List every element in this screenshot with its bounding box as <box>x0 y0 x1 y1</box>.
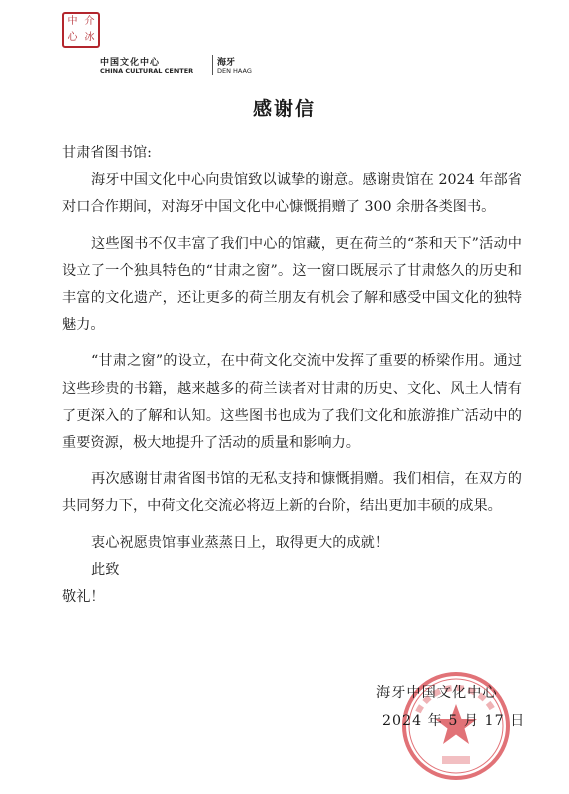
salutation: 甘肃省图书馆: <box>62 145 152 161</box>
closing-phrase: 此致 <box>91 561 120 578</box>
logo-char: 冰 <box>84 32 95 43</box>
org-name-english: CHINA CULTURAL CENTER <box>100 67 194 75</box>
body-paragraph: 这些图书不仅丰富了我们中心的馆藏，更在荷兰的“茶和天下”活动中设立了一个独具特色的“甘肃之窗”。这一窗口既展示了甘肃悠久的历史和丰富的文化遗产，还让更多的荷兰朋友有机会了解和感受中国文化的独特魅力。 <box>62 235 522 334</box>
body-paragraph: 海牙中国文化中心向贵馆致以诚挚的谢意。感谢贵馆在 2024 年部省对口合作期间，对海牙中国文化中心慷慨捐赠了 300 余册各类图书。 <box>62 172 522 216</box>
body-paragraph: “甘肃之窗”的设立，在中荷文化交流中发挥了重要的桥梁作用。通过这些珍贵的书籍，越来越多的荷兰读者对甘肃的历史、文化、风土人情有了更深入的了解和认知。这些图书也成为了我们文化和旅游推广活动中的重要资源，极大地提升了活动的质量和影响力。 <box>62 353 522 452</box>
org-name-chinese: 中国文化中心 <box>100 58 161 68</box>
wishes-line: 衷心祝愿贵馆事业蒸蒸日上，取得更大的成就！ <box>91 534 389 551</box>
logo-char: 中 <box>67 16 78 27</box>
logo-char: 心 <box>67 32 78 43</box>
signature-organization: 海牙中国文化中心 <box>376 685 498 701</box>
closing-salute: 敬礼！ <box>62 589 105 606</box>
china-cultural-center-logo <box>62 12 100 48</box>
letterhead-divider <box>212 55 213 75</box>
city-name-english: DEN HAAG <box>217 67 252 75</box>
letter-title: 感谢信 <box>252 98 316 120</box>
city-name-chinese: 海牙 <box>217 58 236 68</box>
signature-date: 2024 年 5 月 17 日 <box>382 713 526 729</box>
letter-body <box>62 140 522 611</box>
logo-char: 介 <box>84 16 95 27</box>
body-paragraph: 再次感谢甘肃省图书馆的无私支持和慷慨捐赠。我们相信，在双方的共同努力下，中荷文化交流必将迈上新的台阶，结出更加丰硕的成果。 <box>62 471 522 515</box>
letterhead <box>62 12 282 74</box>
